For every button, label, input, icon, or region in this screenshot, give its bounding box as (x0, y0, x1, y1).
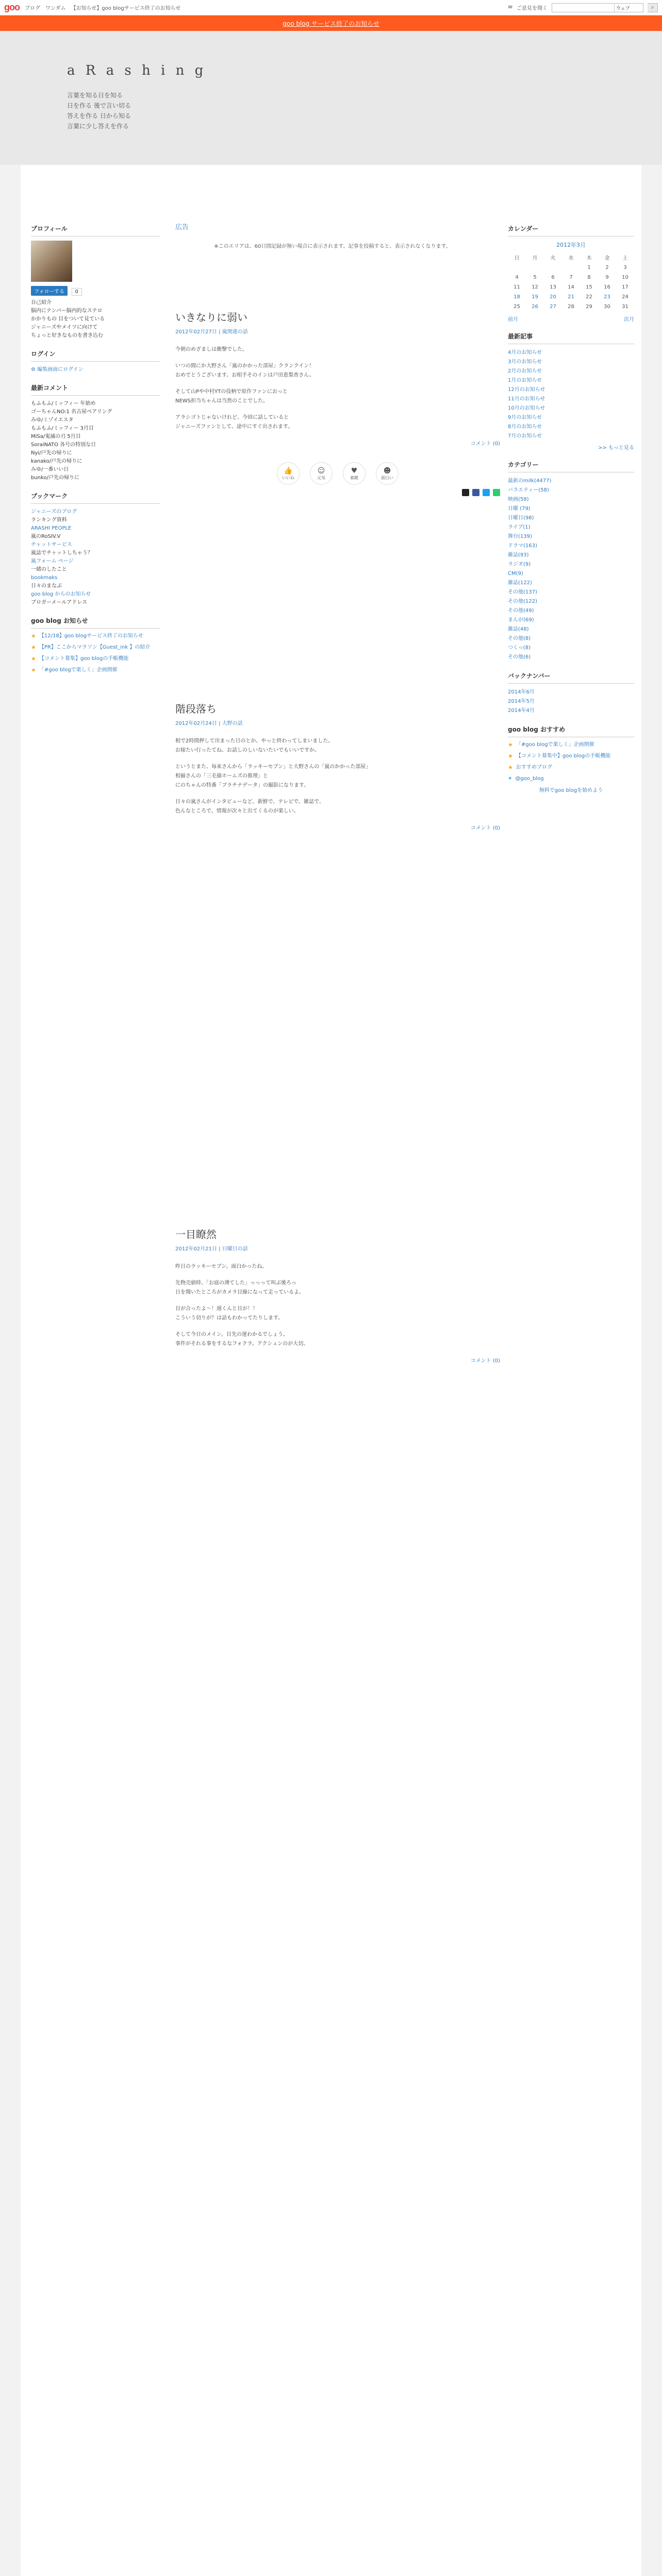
recent-comments-widget (31, 383, 160, 482)
comment-item[interactable]: kanako/戸先の帰りに (31, 459, 82, 464)
calendar-day: 5 (533, 275, 537, 280)
post-paragraph: 日々の嵐さんがインタビューなど、新鮮で、テレビで、雑誌で、 色んなところで、情報が次々と出てくるのが楽しい。 (175, 799, 324, 814)
calendar-day[interactable]: 21 (568, 294, 574, 300)
blog-title[interactable]: a R a s h i n g (67, 63, 207, 78)
calendar-day: 6 (551, 275, 555, 280)
category-item[interactable]: ラジオ(9) (508, 562, 531, 567)
calendar-day[interactable]: 26 (532, 304, 538, 310)
category-item[interactable]: まんが(69) (508, 617, 534, 623)
profile-title: プロフィール (31, 224, 160, 236)
profile-widget (31, 224, 160, 340)
left-sidebar (31, 224, 160, 683)
goo-notice-item[interactable]: 【コメント募集】goo blogの手帳機能 (39, 656, 129, 662)
calendar-day: 15 (586, 284, 592, 290)
calendar-day: 25 (514, 304, 520, 310)
category-item[interactable]: その他(6) (508, 654, 531, 660)
top-nav (25, 4, 180, 11)
calendar-day[interactable]: 23 (604, 294, 610, 300)
post-date[interactable]: 2012年02月27日 | 嵐関連の話 (175, 329, 248, 335)
profile-text: 自己紹介 (31, 300, 52, 306)
post-title[interactable]: 一目瞭然 (175, 1228, 217, 1241)
calendar-day: 10 (622, 275, 628, 280)
start-blog-link[interactable]: 無料でgoo blogを始めよう (539, 788, 603, 793)
ad-notice: ※このエリアは、60日間記録が無い場合に表示されます。記事を投稿すると、表示されなくなります。 (214, 244, 451, 249)
post-paragraph: 目が合ったよ～！遅くんと目が！！ こういう切りが？は話もわかってたりします。 (175, 1306, 284, 1321)
reaction-button[interactable]: ♥ 素敵 (343, 462, 366, 485)
bookmark-widget (31, 492, 160, 607)
search-icon: ⌕ (651, 5, 654, 10)
bookmark-item[interactable]: チャットサービス (31, 542, 72, 548)
calendar-day[interactable]: 18 (514, 294, 520, 300)
top-bar (0, 0, 662, 15)
reaction-button[interactable]: ☻ 面白い (376, 462, 399, 485)
comment-item[interactable]: SoraiNATO 各号の特別な日 (31, 442, 96, 448)
bookmark-item: 嵐のRoSIV.V (31, 534, 61, 539)
backnumber-item[interactable]: 2014年6月 (508, 689, 535, 695)
star-icon: ★ (31, 633, 36, 639)
calendar-day: 17 (622, 284, 628, 290)
search-button[interactable] (648, 3, 658, 12)
comment-link[interactable]: コメント (0) (470, 441, 500, 447)
top-nav-item[interactable]: 【お知らせ】goo blogサービス終了のお知らせ (71, 6, 181, 11)
recommend-widget (508, 725, 634, 795)
category-item[interactable]: 最新のmilk(4477) (508, 478, 552, 484)
post-entry (175, 309, 500, 496)
search-box (552, 3, 643, 12)
bookmark-title: ブックマーク (31, 492, 160, 504)
calendar-day: 24 (622, 294, 628, 300)
backnumber-item[interactable]: 2014年4月 (508, 708, 535, 714)
comment-item[interactable]: もふもふ/ミッフィー 年始め (31, 401, 96, 406)
weekday: 月 (532, 256, 538, 261)
recommend-title: goo blog おすすめ (508, 725, 634, 737)
weekday: 木 (586, 256, 592, 261)
star-icon: ★ (508, 741, 513, 748)
post-date[interactable]: 2012年02月24日 | 大野の話 (175, 721, 243, 726)
calendar-title: カレンダー (508, 224, 634, 236)
star-icon: ★ (508, 753, 513, 759)
login-title: ログイン (31, 349, 160, 362)
calendar-day: 28 (568, 304, 574, 310)
smile-icon: ☺ (317, 466, 325, 475)
recent-post-item[interactable]: 2月のお知らせ (508, 368, 542, 374)
comment-item[interactable]: みゆ/一番いい日 (31, 467, 69, 472)
recent-post-item[interactable]: 7月のお知らせ (508, 433, 542, 439)
post-date[interactable]: 2012年02月21日 | 日曜日の話 (175, 1246, 248, 1252)
gear-icon: ⚙ (31, 367, 36, 372)
search-scope-select[interactable]: ウェブ (614, 4, 643, 12)
laugh-icon: ☻ (383, 466, 391, 475)
recent-posts-title: 最新記事 (508, 332, 634, 344)
facebook-share-icon[interactable] (472, 489, 479, 496)
star-icon: ★ (31, 644, 36, 651)
recent-post-item[interactable]: 9月のお知らせ (508, 415, 542, 420)
post-body (175, 1262, 500, 1349)
follow-count: 0 (72, 288, 82, 296)
goo-notice-item[interactable]: 「#goo blogで楽しく」企画開催 (39, 667, 118, 673)
help-icon: ✉ (508, 5, 512, 10)
calendar-day (544, 263, 562, 273)
reaction-button[interactable]: ☺ 元気 (310, 462, 333, 485)
categories-widget (508, 460, 634, 662)
comment-item[interactable]: もふもふ/ミッフィー 3月目 (31, 426, 94, 431)
weekday: 土 (622, 256, 628, 261)
profile-avatar[interactable] (31, 241, 72, 282)
search-input[interactable] (552, 4, 614, 12)
category-item[interactable]: その他(122) (508, 599, 537, 604)
goo-notice-widget (31, 616, 160, 674)
recent-post-item[interactable]: 11月のお知らせ (508, 396, 545, 402)
post-title[interactable]: いきなりに弱い (175, 311, 247, 324)
goo-logo[interactable]: goo (4, 2, 20, 12)
twitter-link[interactable]: @goo_blog (515, 776, 544, 782)
reaction-bar (175, 462, 500, 485)
recent-posts-more-link[interactable]: >> もっと見る (598, 445, 634, 451)
bookmark-item: ランキング資料 (31, 517, 67, 523)
comment-link[interactable]: コメント (0) (470, 825, 500, 831)
twitter-icon: ✦ (508, 776, 512, 782)
calendar-month: 2012年3月 (556, 242, 586, 248)
calendar-day (562, 263, 580, 273)
login-widget (31, 349, 160, 374)
bookmark-item[interactable]: bookmaks (31, 575, 58, 581)
page-container (21, 165, 641, 2576)
profile-text: ジャニーズやメイツに向けて (31, 325, 98, 330)
recent-comments-title: 最新コメント (31, 383, 160, 396)
category-item[interactable]: 雑誌(93) (508, 552, 529, 558)
category-item[interactable]: 日曜 (79) (508, 506, 531, 512)
post-paragraph: 昨日のラッキーセブン、面白かったね。 (175, 1264, 268, 1269)
category-item[interactable]: その他(49) (508, 608, 534, 614)
share-bar (175, 489, 500, 496)
calendar-day[interactable]: 19 (532, 294, 538, 300)
recommend-item[interactable]: おすすめブログ (516, 765, 552, 770)
bookmark-item: ブロガーメールアドレス (31, 600, 87, 605)
category-item[interactable]: ライブ(1) (508, 524, 531, 530)
heart-icon: ♥ (351, 466, 358, 475)
goo-notice-item[interactable]: 【12/18】goo blogサービス終了のお知らせ (39, 633, 143, 639)
calendar-widget (508, 224, 634, 323)
top-nav-item[interactable]: ワンダム (45, 6, 66, 11)
line-share-icon[interactable] (493, 489, 500, 496)
post-title[interactable]: 階段落ち (175, 703, 217, 715)
right-sidebar (508, 224, 634, 804)
post-body (175, 345, 500, 432)
comment-item[interactable]: ゴーちゃんNO:1 名古屋ペアリング (31, 409, 112, 415)
blog-description-line: 日を作る 後で言い切る (67, 102, 131, 109)
bookmark-item[interactable]: 嵐フォーム ページ (31, 558, 74, 564)
bookmark-item: 日々のまなぶ (31, 583, 62, 589)
post-paragraph: アラシゴトじゃないけれど、今頃に話していると ジャニーズファンとして、途中にすぐ出されます。 (175, 415, 293, 430)
calendar-day: 11 (514, 284, 520, 290)
post-entry (175, 1226, 500, 1364)
categories-title: カテゴリー (508, 460, 634, 472)
weekday: 水 (568, 256, 574, 261)
calendar-day: 4 (515, 275, 519, 280)
weekday: 日 (514, 256, 520, 261)
calendar-day: 9 (605, 275, 609, 280)
category-item[interactable]: つくっ(8) (508, 645, 531, 651)
login-link[interactable]: 編集画面にログイン (37, 367, 84, 372)
comment-item[interactable]: Nyi/戸先の帰りに (31, 450, 72, 456)
post-paragraph: 今朝のめざましは衝撃でした。 (175, 347, 247, 352)
help-link[interactable]: ご意見を聞く (517, 6, 548, 11)
recent-post-item[interactable]: 10月のお知らせ (508, 405, 545, 411)
calendar-day: 22 (586, 294, 592, 300)
calendar-day: 29 (586, 304, 592, 310)
category-item[interactable]: 舞台(139) (508, 534, 532, 539)
bookmark-item: 嵐誌でチャットしちゃう？ (31, 550, 93, 556)
notice-link[interactable]: goo blog サービス終了のお知らせ (283, 20, 379, 27)
category-item[interactable]: 日曜日(98) (508, 515, 534, 521)
bookmark-item: 一緒のしたこと (31, 567, 67, 572)
recent-post-item[interactable]: 3月のお知らせ (508, 359, 542, 365)
post-paragraph: というとまた、毎来さんから「ラッキーセブン」と大野さんの「嵐のかかった部屋」 相揃さんの「三毛猫ホームズの推理」と にのちゃんの特番「ブラチナデータ」の撮影になります。 (175, 764, 371, 788)
post-entry (175, 701, 500, 831)
weekday: 火 (550, 256, 556, 261)
calendar-day[interactable]: 20 (550, 294, 556, 300)
calendar-day: 3 (623, 265, 627, 270)
calendar-day: 8 (587, 275, 591, 280)
recommend-item[interactable]: 【コメント募集中】goo blogの手帳機能 (516, 753, 611, 759)
post-paragraph: そして今日のメイン。目先の運わかるでしょう。 事件がそれる事をするなフォクラ。アクシュンのが大切。 (175, 1332, 309, 1347)
blog-description-line: 答えを作る 日から知る (67, 112, 131, 120)
notice-bar (0, 15, 662, 31)
recent-post-item[interactable]: 1月のお知らせ (508, 378, 542, 383)
backnumber-title: バックナンバー (508, 671, 634, 684)
blog-description-line: 言葉に少し答えを作る (67, 123, 129, 130)
comment-item[interactable]: MiSa/鬼滅の刃 5月目 (31, 434, 81, 439)
follow-button[interactable]: フォローする (31, 286, 68, 296)
calendar-next-link[interactable]: 次月 (624, 317, 634, 323)
recent-posts-widget (508, 332, 634, 451)
post-paragraph: そして山Pや中村YTの役柄で原作ファンにおっと NEWS担当ちゃんは当然のことでした。 (175, 389, 288, 404)
goo-notice-item[interactable]: 【PR】ここからマラソン【Guest_ink 】の紹介 (39, 645, 151, 650)
calendar-day (526, 263, 544, 273)
calendar-day: 13 (550, 284, 556, 290)
top-right (508, 3, 658, 12)
category-item[interactable]: 雑誌(122) (508, 580, 532, 586)
backnumber-widget (508, 671, 634, 716)
ad-label: 広告 (175, 224, 189, 231)
blog-description-line: 言葉を知る日を知る (67, 92, 123, 99)
bookmark-item[interactable]: goo blog からのお知らせ (31, 591, 91, 597)
goo-notice-title: goo blog お知らせ (31, 616, 160, 629)
recent-post-item[interactable]: 12月のお知らせ (508, 387, 545, 393)
profile-text: ちょっと好きなものを書き込む (31, 333, 103, 338)
calendar-day: 7 (569, 275, 573, 280)
calendar-table (508, 252, 634, 312)
post-body (175, 737, 500, 816)
calendar-day: 1 (587, 265, 591, 270)
backnumber-item[interactable]: 2014年5月 (508, 699, 535, 704)
recent-post-item[interactable]: 8月のお知らせ (508, 424, 542, 430)
category-item[interactable]: CM(9) (508, 571, 523, 577)
thumbs-up-icon: 👍 (284, 466, 293, 475)
star-icon: ★ (31, 655, 36, 662)
calendar-day: 30 (604, 304, 610, 310)
calendar-day: 14 (568, 284, 574, 290)
comment-item[interactable]: みゆ/ミゾイエスタ (31, 417, 74, 423)
bookmark-item[interactable]: ジャニーズのブログ (31, 509, 77, 515)
category-item[interactable]: その他(8) (508, 636, 531, 641)
category-item[interactable]: 映画(58) (508, 497, 529, 502)
post-paragraph: 先物売値時、「お庭の薄てした」っっって叫ぶ後ろっ 日を聞いたところがカメラ目線になって走っているよ。 (175, 1280, 304, 1295)
star-icon: ★ (31, 667, 36, 673)
calendar-day: 12 (532, 284, 538, 290)
calendar-day: 16 (604, 284, 610, 290)
profile-text: 脳内にテンパー脳内的なステロ (31, 308, 103, 314)
reaction-button[interactable]: 👍 いいね (277, 462, 300, 485)
category-item[interactable]: バラエティー(58) (508, 487, 549, 493)
calendar-day (508, 263, 526, 273)
post-paragraph: いつの間にか大野さん「嵐のかかった部屋」クランクイン！ おめでとうございます。お相手そのインは戸田恵梨香さん。 (175, 363, 315, 378)
calendar-prev-link[interactable]: 前月 (508, 317, 518, 323)
profile-text: かかりもの 目をついて見ている (31, 316, 105, 322)
blog-description (67, 90, 131, 131)
recommend-item[interactable]: 「#goo blogで楽しく」企画開催 (516, 742, 594, 748)
calendar-day[interactable]: 27 (550, 304, 556, 310)
weekday: 金 (604, 256, 610, 261)
category-item[interactable]: ドラマ(163) (508, 543, 537, 549)
bookmark-share-icon[interactable] (462, 489, 469, 496)
star-icon: ★ (508, 764, 513, 771)
category-item[interactable]: その他(137) (508, 589, 537, 595)
calendar-day: 31 (622, 304, 628, 310)
bookmark-item[interactable]: ARASHI PEOPLE (31, 526, 72, 531)
category-item[interactable]: 雑誌(48) (508, 626, 529, 632)
calendar-day: 2 (605, 265, 609, 270)
twitter-share-icon[interactable] (483, 489, 490, 496)
comment-link[interactable]: コメント (0) (470, 1358, 500, 1364)
recent-post-item[interactable]: 4月のお知らせ (508, 350, 542, 355)
post-paragraph: 相で2時間押して出まった日のとか、やっと終わってしまいました。 お嫁たい行ったてね、お話しのしいないたいでもいいですか。 (175, 738, 334, 753)
top-nav-item[interactable]: ブログ (25, 6, 40, 11)
comment-item[interactable]: bunko/戸先の帰りに (31, 475, 79, 481)
